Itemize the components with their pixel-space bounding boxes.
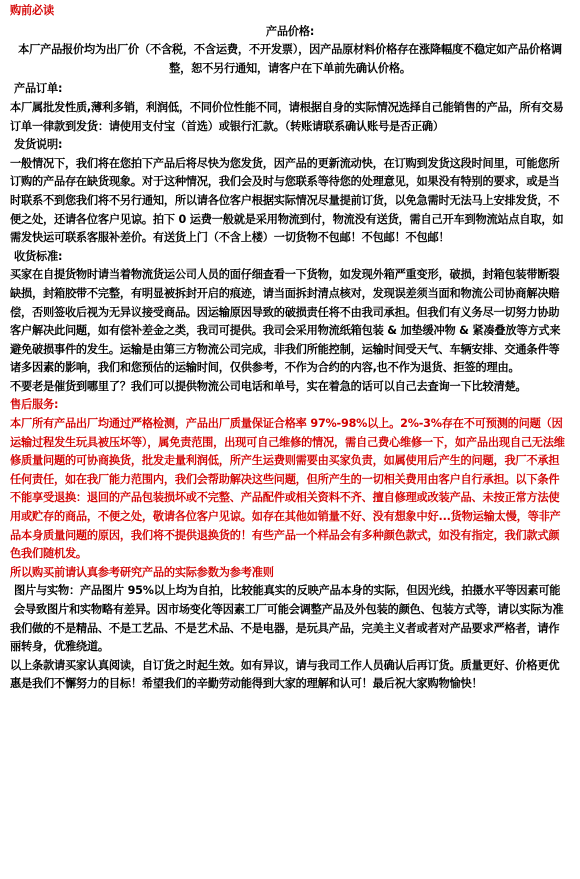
receiving-faq: 不要老是催货到哪里了？我们可以提供物流公司电话和单号，实在着急的话可以自己去查询一下比较清楚。	[10, 379, 527, 393]
order-section	[10, 80, 570, 136]
receiving-section	[10, 248, 570, 397]
receiving-title: 收货标准:	[14, 249, 63, 263]
after-sales-note: 所以购买前请认真参考研究产品的实际参数为参考准则	[10, 565, 274, 579]
shipping-title: 发货说明:	[14, 138, 63, 152]
shipping-body: 一般情况下，我们将在您拍下产品后将尽快为您发货，因产品的更新流动快，在订购到发货这段时间里，可能您所订购的产品存在缺货现象。对于这种情况，我们会及时与您联系等待您的处理意见，如果没有特别的要求，或是当时联系不到您我们将不另行通知，所以请各位客户根据实际情况尽量提前订货，以免急需时无法马上安排发货，不便之处，还请各位客户见谅。拍下 0 运费一般就是采用物流到付，物流没有送货，需自己开车到物流站点自取，如需发快运可联系客服补差价。有送货上门（不含上楼）一切货物不包邮！不包邮！不包邮！	[10, 156, 564, 245]
disclaimer-body: 我们做的不是精品、不是工艺品、不是艺术品、不是电器，是玩具产品，完美主义者或者对产品要求严格者，请作丽转身，优雅绕道。	[10, 621, 560, 654]
photos-body: 图片与实物：产品图片 95%以上均为自拍，比较能真实的反映产品本身的实际，但因光线，拍摄水平等因素可能会导致图片和实物略有差异。因市场变化等因素工厂可能会调整产品及外包装的颜色、包装方式等，请以实际为准	[14, 584, 564, 616]
price-title: 产品价格:	[265, 24, 315, 38]
disclaimer-section	[10, 620, 570, 657]
shipping-section	[10, 136, 570, 248]
after-sales-title: 售后服务:	[10, 398, 59, 412]
page-title: 购前必读	[10, 4, 54, 17]
price-body: 本厂产品报价均为出厂价（不含税，不含运费，不开发票），因产品原材料价格存在涨降幅度不稳定如产品价格调整，恕不另行通知，请客户在下单前先确认价格。	[18, 43, 562, 75]
price-section	[10, 23, 570, 79]
after-sales-section	[10, 396, 570, 582]
photos-section	[10, 582, 570, 619]
after-sales-body: 本厂所有产品出厂均通过严格检测，产品出厂质量保证合格率 97%-98%以上。2%-3%存在不可预测的问题（因运输过程发生玩具被压坏等），属免责范围，出现可自己维修的情况，需自己费心维修一下，如产品出现自己无法维修质量问题的可协商换货，批发走量利润低，所产生运费则需要由买家负责，如属使用后产生的问题，我厂不承担任何责任，如在我厂能力范围内，我们会帮助解决这些问题，但所产生的一切相关费用由客户自行承担。以下条件不能享受退换：退回的产品包装损坏或不完整、产品配件或相关资料不齐、擅自修理或改装产品、未按正常方法使用或贮存的商品，不便之处，敬请各位客户见谅。如存在其他如销量不好、没有想象中好...货物运输太慢，等非产品本身质量问题的原因，我们将不提供退换货的！有些产品一个样品会有多种颜色款式，如没有指定，我们款式颜色我们随机发。	[10, 417, 565, 561]
order-body: 本厂属批发性质,薄利多销，利润低，不同价位性能不同，请根据自身的实际情况选择自己能销售的产品，所有交易订单一律款到发货：请使用支付宝（首选）或银行汇款。（转账请联系确认账号是否正确）	[10, 100, 564, 133]
closing-section	[10, 657, 570, 694]
closing-body: 以上条款请买家认真阅读，自订货之时起生效。如有异议，请与我司工作人员确认后再订货。质量更好、价格更优惠是我们不懈努力的目标！希望我们的辛勤劳动能得到大家的理解和认可！最后祝大家购物愉快！	[10, 658, 560, 691]
order-title: 产品订单:	[14, 82, 63, 96]
receiving-body: 买家在自提货物时请当着物流货运公司人员的面仔细查看一下货物，如发现外箱严重变形，破损，封箱包装带断裂缺损，封箱胶带不完整，有明显被拆封开启的痕迹，请当面拆封清点核对，发现误差须当面和物流公司协商解决赔偿，否则签收后视为无异议接受商品。因运输原因导致的破损责任将不由我司承担。但我们有义务尽一切努力协助客户解决此问题，如有偿补差金之类，我司可提供。我司会采用物流纸箱包装 & 加垫缓冲物 & 紧凑叠放等方式来避免破损事件的发生。运输是由第三方物流公司完成，非我们所能控制，运输时间受天气、车辆安排、交通条件等诸多因素的影响，我们和您预估的运输时间，仅供参考，不作为合约的内容,也不作为退货、拒签的理由。	[10, 268, 561, 375]
